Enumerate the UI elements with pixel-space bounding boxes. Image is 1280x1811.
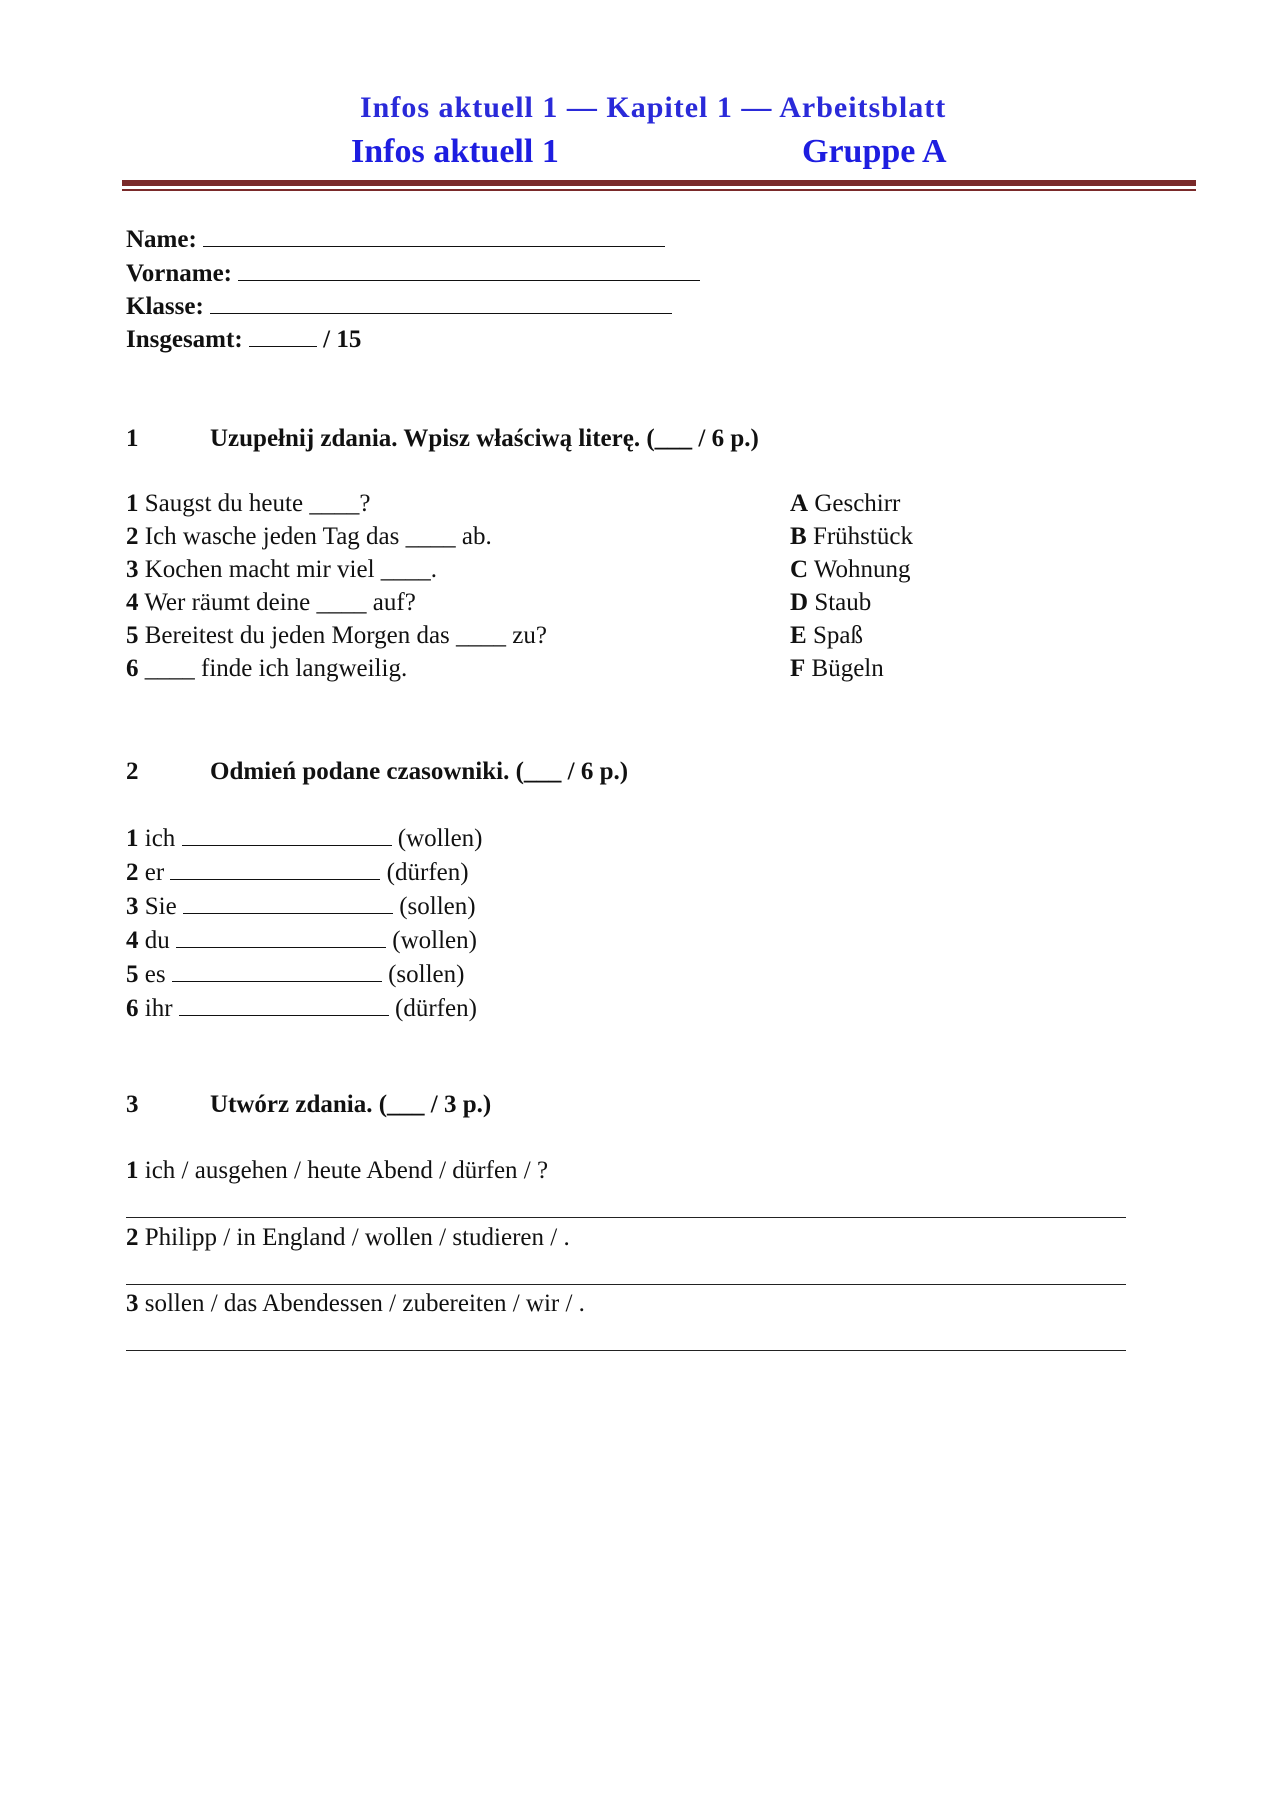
option-item: E Spaß (790, 622, 863, 649)
task2-items (126, 821, 483, 1025)
name-label: Name: (126, 226, 197, 253)
answer-field[interactable] (176, 923, 386, 948)
header-rule-thin (122, 189, 1196, 191)
option-item: F Bügeln (790, 655, 884, 682)
answer-field[interactable] (172, 957, 382, 982)
gap-field[interactable]: ____ (405, 523, 456, 550)
gap-field[interactable]: ____ (316, 589, 367, 616)
gap-field[interactable]: ____ (144, 655, 195, 682)
insgesamt-label: Insgesamt: (126, 326, 243, 353)
task2-number: 2 (126, 758, 139, 785)
gap-field[interactable]: ____ (456, 622, 507, 649)
answer-field[interactable] (179, 991, 389, 1016)
option-item: C Wohnung (790, 556, 911, 583)
task1-number: 1 (126, 425, 139, 452)
task3-item: 2 Philipp / in England / wollen / studieren / . (126, 1224, 570, 1251)
task1-options (790, 487, 913, 685)
klasse-field[interactable] (210, 289, 672, 314)
gap-field[interactable]: ____ (309, 490, 360, 517)
conjugation-item: 2 er (dürfen) (126, 855, 483, 889)
klasse-label: Klasse: (126, 293, 204, 320)
vorname-row (126, 256, 700, 291)
task3-number: 3 (126, 1091, 139, 1118)
task3-item: 3 sollen / das Abendessen / zubereiten / wir / . (126, 1290, 585, 1317)
header-cut-text: Infos aktuell 1 — Kapitel 1 — Arbeitsblatt (360, 91, 947, 124)
insgesamt-total: / 15 (323, 326, 362, 353)
task1-heading-text: Uzupełnij zdania. Wpisz właściwą literę. (___ / 6 p.) (210, 425, 759, 452)
task1-sentences (126, 487, 547, 685)
answer-field[interactable] (182, 821, 392, 846)
task3-heading-text: Utwórz zdania. (___ / 3 p.) (210, 1091, 492, 1118)
answer-line[interactable] (126, 1284, 1126, 1285)
answer-line[interactable] (126, 1350, 1126, 1351)
task2-heading-text: Odmień podane czasowniki. (___ / 6 p.) (210, 758, 629, 785)
gap-field[interactable]: ____ (380, 556, 431, 583)
task1-sentence: 3 Kochen macht mir viel ____. (126, 556, 438, 583)
task3-item: 1 ich / ausgehen / heute Abend / dürfen / ? (126, 1157, 549, 1184)
insgesamt-field[interactable] (249, 322, 317, 347)
task1-sentence: 1 Saugst du heute ____? (126, 490, 371, 517)
vorname-field[interactable] (238, 256, 700, 281)
klasse-row (126, 289, 672, 324)
conjugation-item: 6 ihr (dürfen) (126, 991, 483, 1025)
option-item: A Geschirr (790, 490, 901, 517)
task1-sentence: 6 ____ finde ich langweilig. (126, 655, 408, 682)
name-row (126, 222, 665, 257)
task2-heading (126, 755, 628, 789)
answer-field[interactable] (183, 889, 393, 914)
insgesamt-row (126, 322, 361, 357)
option-item: B Frühstück (790, 523, 913, 550)
conjugation-item: 4 du (wollen) (126, 923, 483, 957)
conjugation-item: 3 Sie (sollen) (126, 889, 483, 923)
document-title: Infos aktuell 1 (351, 133, 559, 170)
option-item: D Staub (790, 589, 872, 616)
task1-sentence: 2 Ich wasche jeden Tag das ____ ab. (126, 523, 492, 550)
task1-sentence: 5 Bereitest du jeden Morgen das ____ zu? (126, 622, 547, 649)
group-label: Gruppe A (802, 133, 947, 170)
name-field[interactable] (203, 222, 665, 247)
conjugation-item: 5 es (sollen) (126, 957, 483, 991)
task1-heading (126, 422, 759, 456)
header-rule-thick (122, 180, 1196, 186)
answer-line[interactable] (126, 1217, 1126, 1218)
task3-heading (126, 1088, 491, 1122)
task1-sentence: 4 Wer räumt deine ____ auf? (126, 589, 416, 616)
answer-field[interactable] (170, 855, 380, 880)
vorname-label: Vorname: (126, 260, 233, 287)
conjugation-item: 1 ich (wollen) (126, 821, 483, 855)
